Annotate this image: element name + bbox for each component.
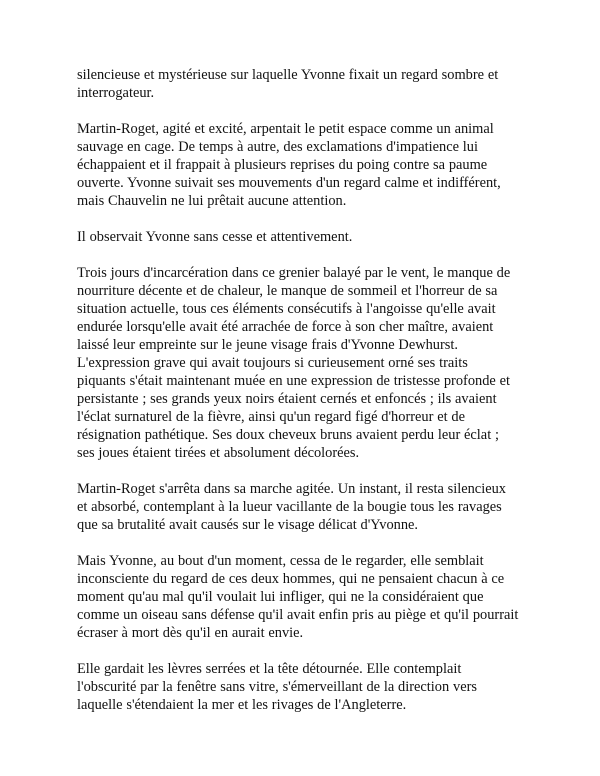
paragraph-7 <box>77 660 539 714</box>
text-line: comme un oiseau sans défense qu'il avait enfin pris au piège et qu'il pourrait <box>77 607 519 623</box>
text-line: situation actuelle, tous ces éléments consécutifs à l'angoisse qu'elle avait <box>77 301 496 317</box>
text-line: L'expression grave qui avait toujours si curieusement orné ses traits <box>77 355 468 371</box>
text-line: Martin-Roget s'arrêta dans sa marche agitée. Un instant, il resta silencieux <box>77 481 506 497</box>
text-line: sauvage en cage. De temps à autre, des exclamations d'impatience lui <box>77 139 478 155</box>
text-line: résignation pathétique. Ses doux cheveux bruns avaient perdu leur éclat ; <box>77 427 499 443</box>
text-line: endurée lorsqu'elle avait été arrachée de force à son cher maître, avaient <box>77 319 494 335</box>
paragraph-3 <box>77 228 539 246</box>
text-line: que sa brutalité avait causés sur le visage délicat d'Yvonne. <box>77 517 419 533</box>
text-line: persistante ; ses grands yeux noirs étaient cernés et enfoncés ; ils avaient <box>77 391 497 407</box>
text-line: silencieuse et mystérieuse sur laquelle Yvonne fixait un regard sombre et <box>77 67 499 83</box>
text-line: Trois jours d'incarcération dans ce grenier balayé par le vent, le manque de <box>77 265 511 281</box>
text-line: mais Chauvelin ne lui prêtait aucune attention. <box>77 193 347 209</box>
text-line: écraser à mort dès qu'il en aurait envie. <box>77 625 304 641</box>
paragraph-2 <box>77 120 539 210</box>
text-line: Il observait Yvonne sans cesse et attentivement. <box>77 229 353 245</box>
text-line: laquelle s'étendaient la mer et les rivages de l'Angleterre. <box>77 697 407 713</box>
text-line: échappaient et il frappait à plusieurs reprises du poing contre sa paume <box>77 157 488 173</box>
text-line: piquants s'était maintenant muée en une expression de tristesse profonde et <box>77 373 510 389</box>
paragraph-1 <box>77 66 539 102</box>
text-line: Mais Yvonne, au bout d'un moment, cessa de le regarder, elle semblait <box>77 553 484 569</box>
text-line: et absorbé, contemplant à la lueur vacillante de la bougie tous les ravages <box>77 499 502 515</box>
text-line: moment qu'au mal qu'il voulait lui infliger, qui ne la considéraient que <box>77 589 484 605</box>
text-line: l'obscurité par la fenêtre sans vitre, s'émerveillant de la direction vers <box>77 679 477 695</box>
paragraph-6 <box>77 552 539 642</box>
paragraph-4 <box>77 264 539 462</box>
text-line: ses joues étaient tirées et absolument décolorées. <box>77 445 360 461</box>
text-line: Elle gardait les lèvres serrées et la tête détournée. Elle contemplait <box>77 661 462 677</box>
text-line: l'éclat surnaturel de la fièvre, ainsi qu'un regard figé d'horreur et de <box>77 409 465 425</box>
text-line: interrogateur. <box>77 85 155 101</box>
text-line: Martin-Roget, agité et excité, arpentait le petit espace comme un animal <box>77 121 494 137</box>
text-line: ouverte. Yvonne suivait ses mouvements d'un regard calme et indifférent, <box>77 175 501 191</box>
document-page <box>77 66 539 732</box>
text-line: nourriture décente et de chaleur, le manque de sommeil et l'horreur de sa <box>77 283 498 299</box>
text-line: laissé leur empreinte sur le jeune visage frais d'Yvonne Dewhurst. <box>77 337 458 353</box>
paragraph-5 <box>77 480 539 534</box>
text-line: inconsciente du regard de ces deux hommes, qui ne pensaient chacun à ce <box>77 571 505 587</box>
